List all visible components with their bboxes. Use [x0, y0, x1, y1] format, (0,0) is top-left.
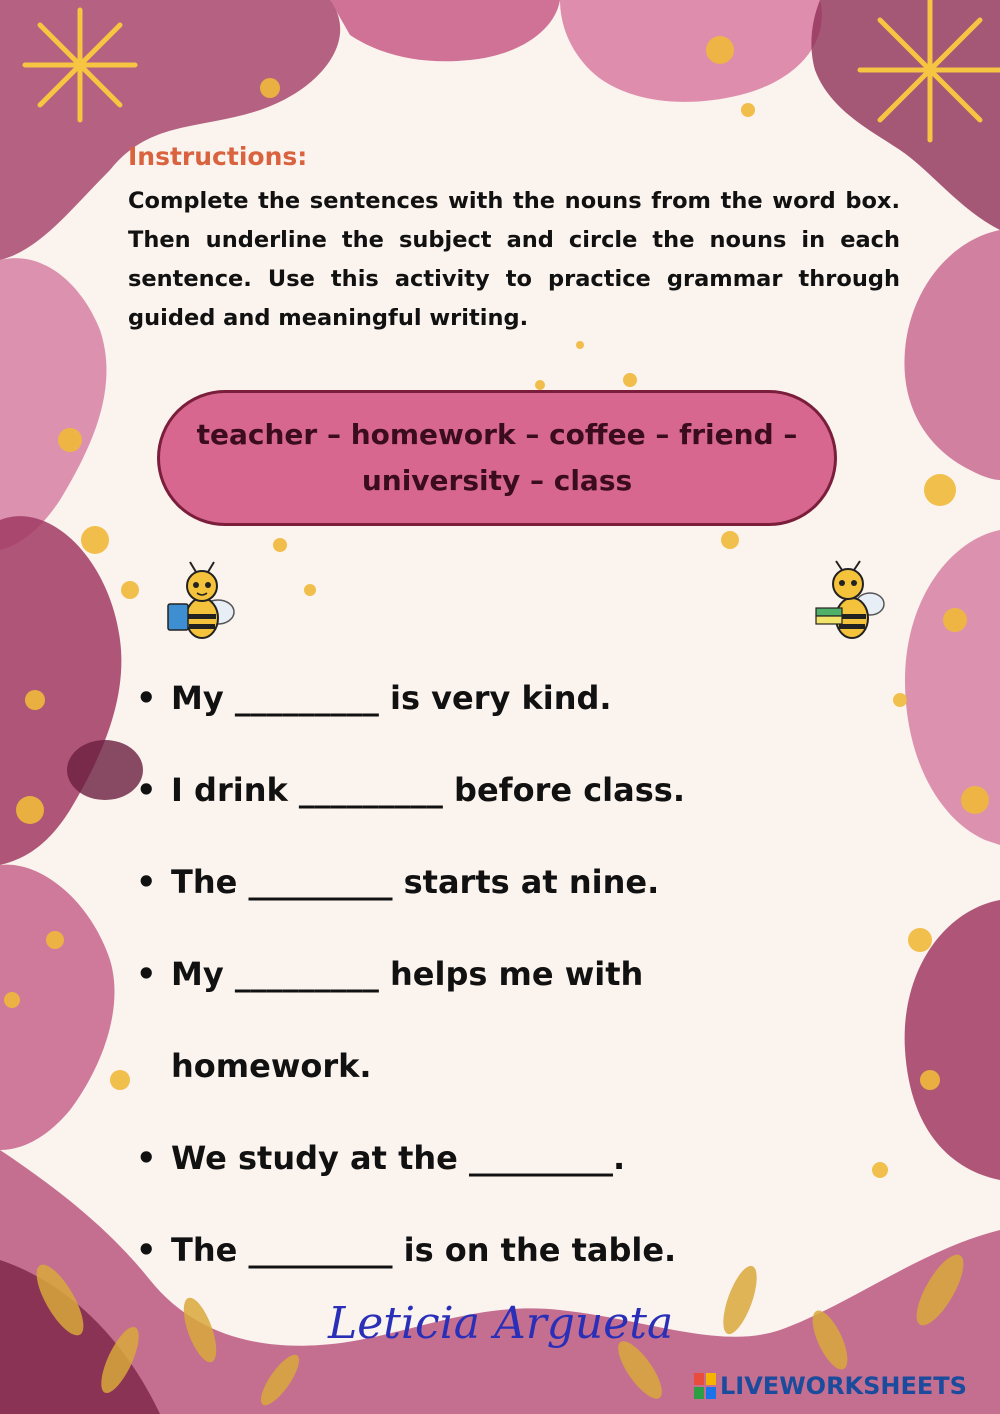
- blob-left-lower: [0, 865, 114, 1150]
- sentence-item: • We study at the _________.: [136, 1112, 896, 1204]
- sentence-item: • My _________ helps me with: [136, 928, 896, 1020]
- sentence-item: • The _________ starts at nine.: [136, 836, 896, 928]
- blob-left-upper: [0, 258, 106, 550]
- blob-top-center: [330, 0, 560, 61]
- word-box-text: teacher – homework – coffee – friend – university – class: [196, 418, 798, 497]
- starburst-top-right: [860, 0, 1000, 140]
- blob-left-dot: [67, 740, 143, 800]
- author-signature: Leticia Argueta: [328, 1298, 674, 1349]
- bee-reading-icon: [158, 560, 242, 644]
- starburst-top-left: [25, 10, 135, 120]
- blob-top-right-pink: [560, 0, 822, 102]
- instructions-heading: Instructions:: [128, 142, 308, 171]
- brand-logo[interactable]: [694, 1368, 967, 1404]
- blob-right-upper: [904, 230, 1000, 480]
- sentence-continuation: homework.: [171, 1047, 372, 1085]
- sentence-item: • The _________ is on the table.: [136, 1204, 896, 1296]
- bee-books-icon: [808, 560, 892, 644]
- instructions-body: Complete the sentences with the nouns from the word box. Then underline the subject and circle the nouns in each sentence. Use this activity to practice grammar through guided and meaningful writing.: [128, 188, 900, 331]
- liveworksheets-logo-icon: [694, 1373, 716, 1399]
- word-box: [157, 390, 837, 526]
- sentence-list: [136, 652, 896, 1296]
- brand-text: LIVEWORKSHEETS: [720, 1372, 967, 1400]
- sentence-item: • I drink _________ before class.: [136, 744, 896, 836]
- sentence-item: • My _________ is very kind.: [136, 652, 896, 744]
